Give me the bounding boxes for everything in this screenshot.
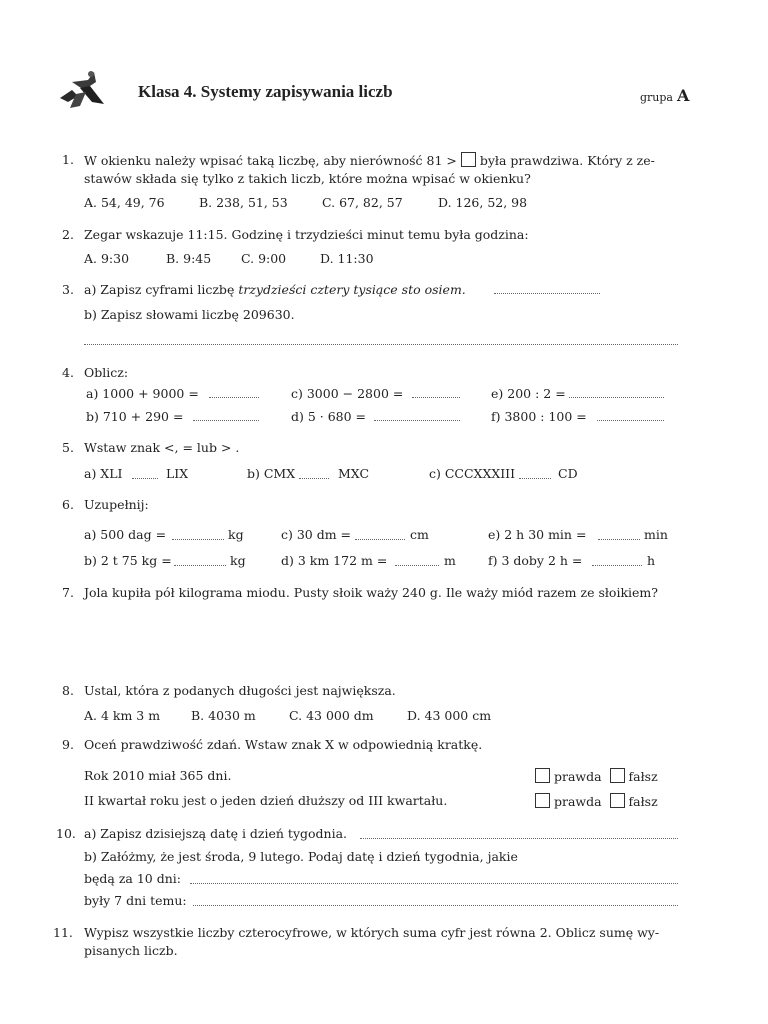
- answer-line[interactable]: [412, 397, 460, 398]
- answer-line[interactable]: [592, 565, 642, 566]
- q9-row1-options: prawda fałsz: [535, 768, 658, 784]
- group-label: grupa A: [640, 86, 690, 105]
- question-number: 10.: [56, 826, 76, 841]
- q6-unit-c: cm: [410, 527, 429, 542]
- answer-line[interactable]: [190, 883, 678, 884]
- answer-line[interactable]: [193, 905, 678, 906]
- q8-option-d[interactable]: D. 43 000 cm: [407, 708, 492, 723]
- q2-text: Zegar wskazuje 11:15. Godzinę i trzydzieści minut temu była godzina:: [84, 227, 529, 242]
- q8-option-c[interactable]: C. 43 000 dm: [289, 708, 374, 723]
- false-checkbox[interactable]: [610, 793, 625, 808]
- q5a-left: a) XLI: [84, 466, 123, 481]
- page-title: Klasa 4. Systemy zapisywania liczb: [138, 82, 393, 101]
- q4-item-b: b) 710 + 290 =: [86, 409, 184, 424]
- answer-line[interactable]: [360, 838, 678, 839]
- q6-item-f: f) 3 doby 2 h =: [488, 553, 583, 568]
- q4-item-f: f) 3800 : 100 =: [491, 409, 587, 424]
- q1-option-d[interactable]: D. 126, 52, 98: [438, 195, 528, 210]
- question-number: 6.: [62, 497, 74, 512]
- group-letter: A: [676, 86, 690, 105]
- q6-item-d: d) 3 km 172 m =: [281, 553, 388, 568]
- q8-text: Ustal, która z podanych długości jest największa.: [84, 683, 396, 698]
- answer-line[interactable]: [598, 539, 640, 540]
- q4-label: Oblicz:: [84, 365, 129, 380]
- q6-item-a: a) 500 dag =: [84, 527, 167, 542]
- q6-item-c: c) 30 dm =: [281, 527, 352, 542]
- question-number: 3.: [62, 282, 74, 297]
- answer-line[interactable]: [209, 397, 259, 398]
- answer-line[interactable]: [355, 539, 405, 540]
- q7-text: Jola kupiła pół kilograma miodu. Pusty słoik waży 240 g. Ile waży miód razem ze słoikiem?: [84, 585, 658, 600]
- q3b-text: b) Zapisz słowami liczbę 209630.: [84, 307, 295, 322]
- q11-text-line1: Wypisz wszystkie liczby czterocyfrowe, w których suma cyfr jest równa 2. Oblicz sumę wy-: [84, 925, 660, 940]
- question-number: 4.: [62, 365, 74, 380]
- false-checkbox[interactable]: [610, 768, 625, 783]
- question-number: 11.: [53, 925, 73, 940]
- answer-line[interactable]: [299, 478, 329, 479]
- question-number: 8.: [62, 683, 74, 698]
- answer-line[interactable]: [193, 420, 259, 421]
- answer-line[interactable]: [172, 539, 224, 540]
- q10b-line-2: były 7 dni temu:: [84, 893, 187, 908]
- q5a-right: LIX: [166, 466, 189, 481]
- q11-text-line2: pisanych liczb.: [84, 943, 178, 958]
- answer-line[interactable]: [374, 420, 460, 421]
- answer-line[interactable]: [174, 565, 226, 566]
- q4-item-e: e) 200 : 2 =: [491, 386, 566, 401]
- q6-unit-a: kg: [228, 527, 244, 542]
- q5b-left: b) CMX: [247, 466, 296, 481]
- answer-line[interactable]: [519, 478, 551, 479]
- q6-item-b: b) 2 t 75 kg =: [84, 553, 172, 568]
- q2-option-b[interactable]: B. 9:45: [166, 251, 212, 266]
- question-number: 7.: [62, 585, 74, 600]
- answer-box[interactable]: [461, 152, 476, 167]
- q10a-text: a) Zapisz dzisiejszą datę i dzień tygodnia.: [84, 826, 348, 841]
- q6-unit-f: h: [647, 553, 656, 568]
- q8-option-b[interactable]: B. 4030 m: [191, 708, 256, 723]
- q3a-text: a) Zapisz cyframi liczbę trzydzieści cztery tysiące sto osiem.: [84, 282, 466, 297]
- q10b-text: b) Załóżmy, że jest środa, 9 lutego. Podaj datę i dzień tygodnia, jakie: [84, 849, 518, 864]
- q4-item-a: a) 1000 + 9000 =: [86, 386, 199, 401]
- q2-option-a[interactable]: A. 9:30: [84, 251, 130, 266]
- true-checkbox[interactable]: [535, 793, 550, 808]
- answer-line[interactable]: [569, 397, 664, 398]
- q6-label: Uzupełnij:: [84, 497, 149, 512]
- q10b-line-1: będą za 10 dni:: [84, 871, 181, 886]
- q5c-right: CD: [558, 466, 578, 481]
- q6-unit-b: kg: [230, 553, 246, 568]
- true-checkbox[interactable]: [535, 768, 550, 783]
- answer-line[interactable]: [597, 420, 664, 421]
- q9-statement-2: II kwartał roku jest o jeden dzień dłuższy od III kwartału.: [84, 793, 448, 808]
- question-number: 2.: [62, 227, 74, 242]
- question-number: 9.: [62, 737, 74, 752]
- answer-line[interactable]: [84, 344, 678, 345]
- q6-unit-d: m: [444, 553, 456, 568]
- q4-item-d: d) 5 · 680 =: [291, 409, 367, 424]
- q1-text-line1: W okienku należy wpisać taką liczbę, aby nierówność 81 > była prawdziwa. Który z ze-: [84, 153, 655, 168]
- q5-label: Wstaw znak <, = lub > .: [84, 440, 240, 455]
- q1-option-a[interactable]: A. 54, 49, 76: [84, 195, 165, 210]
- answer-line[interactable]: [494, 293, 600, 294]
- q2-option-c[interactable]: C. 9:00: [241, 251, 287, 266]
- q9-statement-1: Rok 2010 miał 365 dni.: [84, 768, 232, 783]
- q8-option-a[interactable]: A. 4 km 3 m: [84, 708, 161, 723]
- q9-text: Oceń prawdziwość zdań. Wstaw znak X w odpowiednią kratkę.: [84, 737, 483, 752]
- q9-row2-options: prawda fałsz: [535, 793, 658, 809]
- question-number: 1.: [62, 152, 74, 167]
- publisher-logo: [58, 68, 108, 110]
- q5c-left: c) CCCXXXIII: [429, 466, 516, 481]
- q5b-right: MXC: [338, 466, 370, 481]
- q1-text-line2: stawów składa się tylko z takich liczb, które można wpisać w okienku?: [84, 171, 531, 186]
- q4-item-c: c) 3000 − 2800 =: [291, 386, 404, 401]
- question-number: 5.: [62, 440, 74, 455]
- answer-line[interactable]: [132, 478, 158, 479]
- q6-unit-e: min: [644, 527, 668, 542]
- q2-option-d[interactable]: D. 11:30: [320, 251, 374, 266]
- q1-option-c[interactable]: C. 67, 82, 57: [322, 195, 403, 210]
- answer-line[interactable]: [395, 565, 439, 566]
- q6-item-e: e) 2 h 30 min =: [488, 527, 587, 542]
- q1-option-b[interactable]: B. 238, 51, 53: [199, 195, 288, 210]
